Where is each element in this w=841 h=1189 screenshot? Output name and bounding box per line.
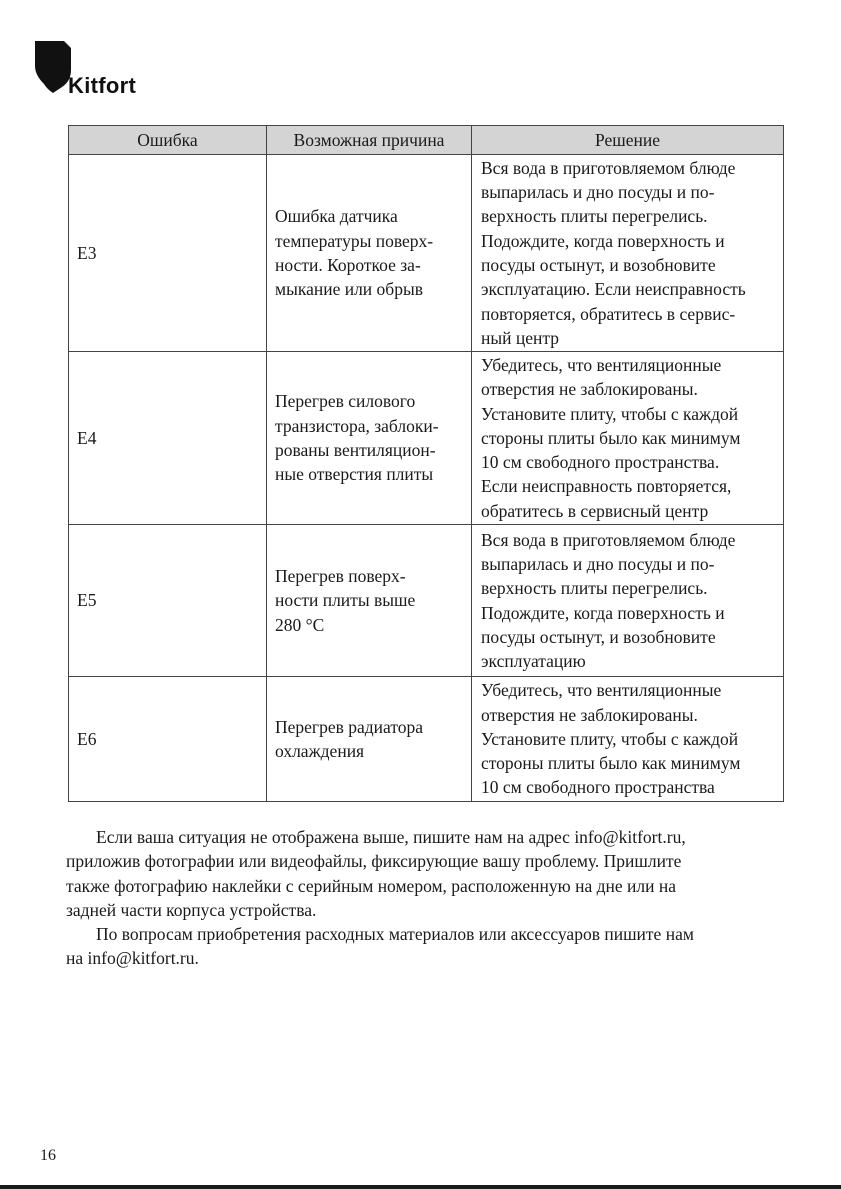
body-text [66, 825, 784, 971]
error-code: E6 [69, 677, 267, 802]
header-solution: Решение [472, 126, 784, 155]
error-code: E3 [69, 155, 267, 352]
logo-text: Kitfort [68, 73, 137, 98]
error-solution: Вся вода в приготовляемом блюде выпарилась и дно посуды и по- верхность плиты перегрелись. Подождите, когда поверхность и посуды остынут, и возобновите эксплуатацию [472, 525, 784, 677]
bottom-rule [0, 1185, 841, 1189]
error-cause: Ошибка датчика температуры поверх- ности. Короткое за- мыкание или обрыв [267, 155, 472, 352]
header-error: Ошибка [69, 126, 267, 155]
error-solution: Убедитесь, что вентиляционные отверстия не заблокированы. Установите плиту, чтобы с каждой стороны плиты было как минимум 10 см свободного пространства [472, 677, 784, 802]
page-number: 16 [40, 1147, 56, 1164]
header-cause: Возможная причина [267, 126, 472, 155]
accessories-paragraph: По вопросам приобретения расходных материалов или аксессуаров пишите нам на info@kitfort.ru. [66, 924, 694, 969]
error-solution: Убедитесь, что вентиляционные отверстия не заблокированы. Установите плиту, чтобы с каждой стороны плиты было как минимум 10 см свободного пространства. Если неисправность повторяется, обратитесь в сервисный центр [472, 352, 784, 525]
error-code: E5 [69, 525, 267, 677]
table-row [69, 677, 784, 802]
table-header-row [69, 126, 784, 155]
kitfort-logo [34, 40, 184, 96]
error-cause: Перегрев радиатора охлаждения [267, 677, 472, 802]
table-row [69, 525, 784, 677]
contact-paragraph: Если ваша ситуация не отображена выше, пишите нам на адрес info@kitfort.ru, приложив фотографии или видеофайлы, фиксирующие вашу проблему. Пришлите также фотографию наклейки с серийным номером, расположенную на дне или на задней части корпуса устройства. [66, 827, 686, 920]
error-cause: Перегрев поверх- ности плиты выше 280 °C [267, 525, 472, 677]
table-row [69, 352, 784, 525]
error-table [68, 125, 784, 802]
error-solution: Вся вода в приготовляемом блюде выпарилась и дно посуды и по- верхность плиты перегрелись. Подождите, когда поверхность и посуды остынут, и возобновите эксплуатацию. Если неисправность повторяется, обратитесь в сервис- ный центр [472, 155, 784, 352]
error-code: E4 [69, 352, 267, 525]
error-cause: Перегрев силового транзистора, заблоки- рованы вентиляцион- ные отверстия плиты [267, 352, 472, 525]
table-row [69, 155, 784, 352]
